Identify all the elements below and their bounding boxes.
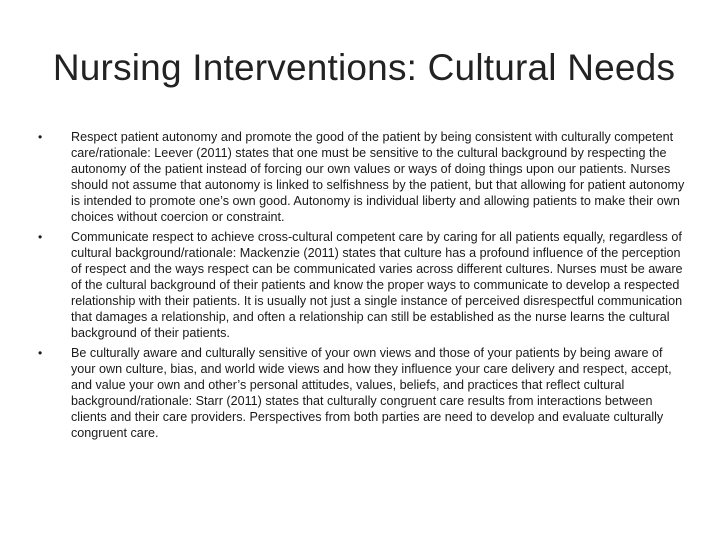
bullet-item [38, 229, 688, 341]
bullet-text: Be culturally aware and culturally sensitive of your own views and those of your patients by being aware of your own culture, bias, and world wide views and how they influence your care delivery and respect, accept, and value your own and other’s personal attitudes, values, beliefs, and practices that reflect cultural background/rationale: Starr (2011) states that culturally congruent care results from interactions between clients and their care providers. Perspectives from both parties are need to develop and evaluate culturally congruent care. [71, 346, 672, 440]
bullet-item [38, 345, 688, 441]
slide-title: Nursing Interventions: Cultural Needs [52, 47, 676, 88]
bullet-dot-icon: • [38, 230, 43, 244]
bullet-text: Respect patient autonomy and promote the good of the patient by being consistent with culturally competent care/rationale: Leever (2011) states that one must be sensitive to the cultural background by respecting the autonomy of the patient instead of forcing our own values or ways of doing things upon our patients. Nurses should not assume that autonomy is linked to selfishness by the patient, but that allowing for patient autonomy is intended to promote one’s own good. Autonomy is individual liberty and allowing patients to make their own choices without coercion or constraint. [71, 130, 685, 224]
bullet-list [38, 129, 688, 445]
bullet-dot-icon: • [38, 346, 43, 360]
bullet-item [38, 129, 688, 225]
bullet-text: Communicate respect to achieve cross-cultural competent care by caring for all patients equally, regardless of cultural background/rationale: Mackenzie (2011) states that culture has a profound influence of the perception of respect and the ways respect can be communicated varies across different cultures. Nurses must be aware of the cultural background of their patients and know the proper ways to communicate to develop a respected relationship with their patients. It is usually not just a single instance of perceived disrespectful communication that damages a relationship, and often a relationship can still be established as the nurse learns the cultural background of their patients. [71, 230, 683, 340]
bullet-dot-icon: • [38, 130, 43, 144]
